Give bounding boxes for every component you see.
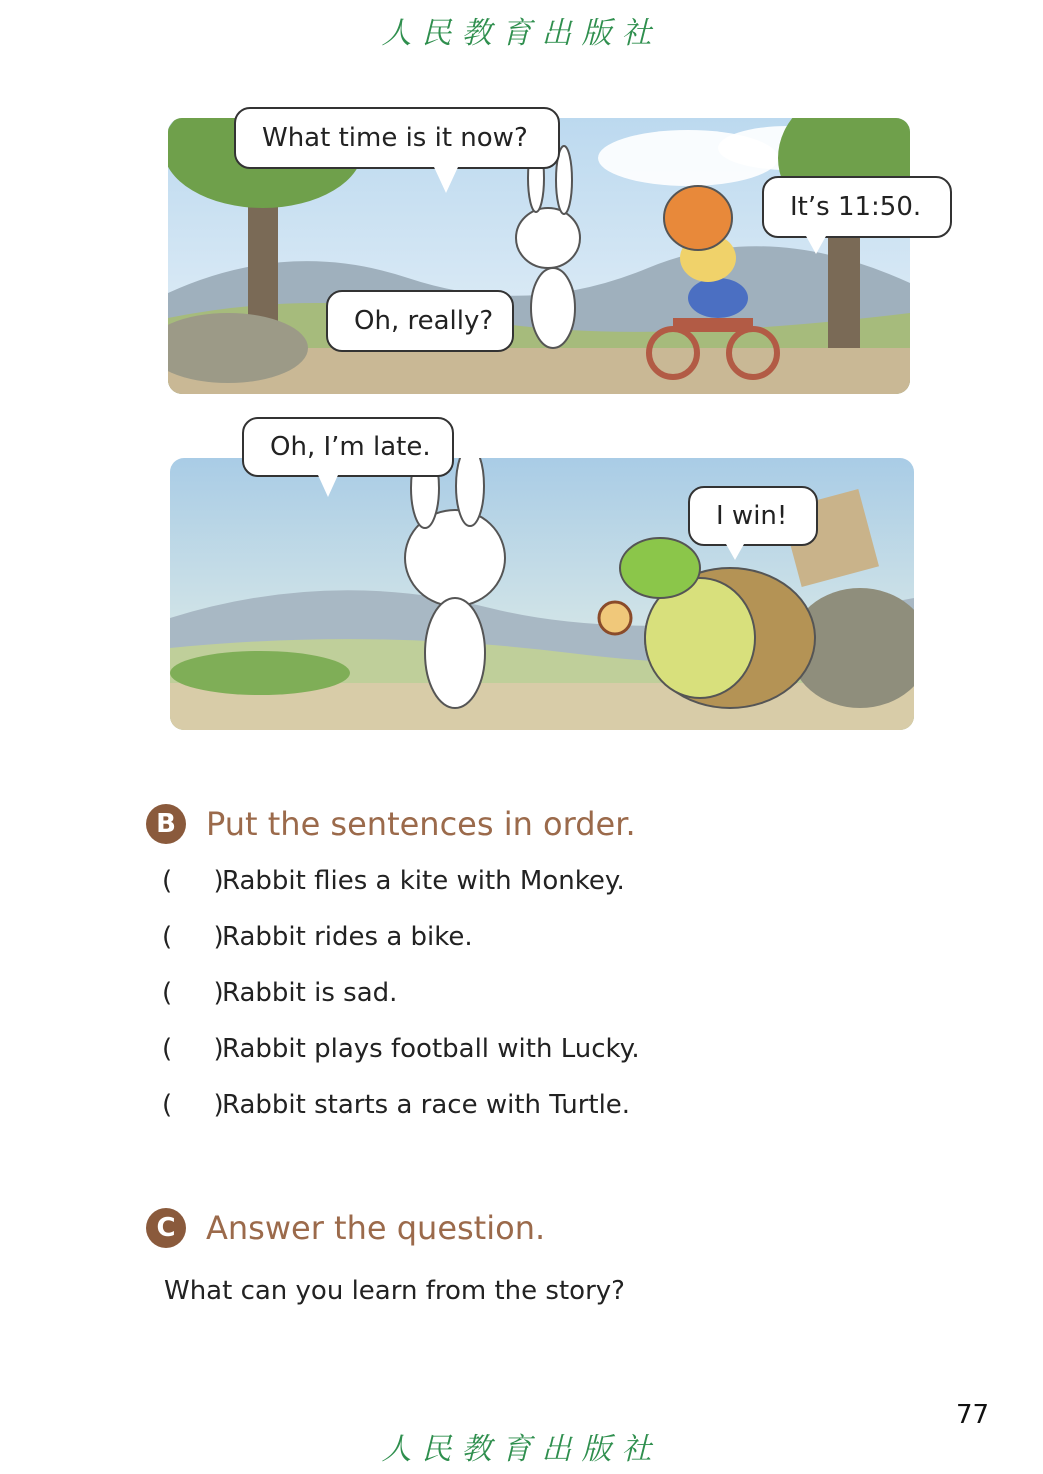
speech-bubble-im-late: Oh, I’m late. bbox=[242, 417, 454, 477]
section-c-badge: C bbox=[146, 1208, 186, 1248]
page-number: 77 bbox=[956, 1400, 990, 1430]
section-b-title: Put the sentences in order. bbox=[206, 805, 636, 843]
speech-bubble-tail bbox=[806, 236, 826, 254]
speech-bubble-time-answer: It’s 11:50. bbox=[762, 176, 952, 238]
speech-bubble-tail bbox=[726, 544, 744, 560]
answer-blank[interactable]: ( ) bbox=[162, 1090, 224, 1120]
answer-blank[interactable]: ( ) bbox=[162, 1034, 224, 1064]
order-item bbox=[162, 922, 473, 952]
section-b-badge: B bbox=[146, 804, 186, 844]
speech-bubble-what-time: What time is it now? bbox=[234, 107, 560, 169]
order-item bbox=[162, 1090, 630, 1120]
answer-blank[interactable]: ( ) bbox=[162, 922, 224, 952]
speech-bubble-oh-really: Oh, really? bbox=[326, 290, 514, 352]
speech-bubble-tail bbox=[318, 475, 338, 497]
order-item-text: Rabbit flies a kite with Monkey. bbox=[222, 866, 625, 896]
speech-bubble-tail bbox=[434, 167, 458, 193]
section-c-title: Answer the question. bbox=[206, 1209, 546, 1247]
order-item-text: Rabbit rides a bike. bbox=[222, 922, 473, 952]
order-item bbox=[162, 978, 397, 1008]
question-text: What can you learn from the story? bbox=[164, 1276, 625, 1306]
publisher-watermark-bottom: 人民教育出版社 bbox=[381, 1432, 662, 1467]
order-item-text: Rabbit is sad. bbox=[222, 978, 398, 1008]
order-item-text: Rabbit plays football with Lucky. bbox=[222, 1034, 640, 1064]
section-b-header bbox=[146, 804, 636, 844]
order-item bbox=[162, 866, 625, 896]
section-c-header bbox=[146, 1208, 545, 1248]
publisher-watermark-top: 人民教育出版社 bbox=[381, 16, 662, 51]
answer-blank[interactable]: ( ) bbox=[162, 866, 224, 896]
answer-blank[interactable]: ( ) bbox=[162, 978, 224, 1008]
order-item bbox=[162, 1034, 640, 1064]
speech-bubble-i-win: I win! bbox=[688, 486, 818, 546]
order-item-text: Rabbit starts a race with Turtle. bbox=[222, 1090, 631, 1120]
